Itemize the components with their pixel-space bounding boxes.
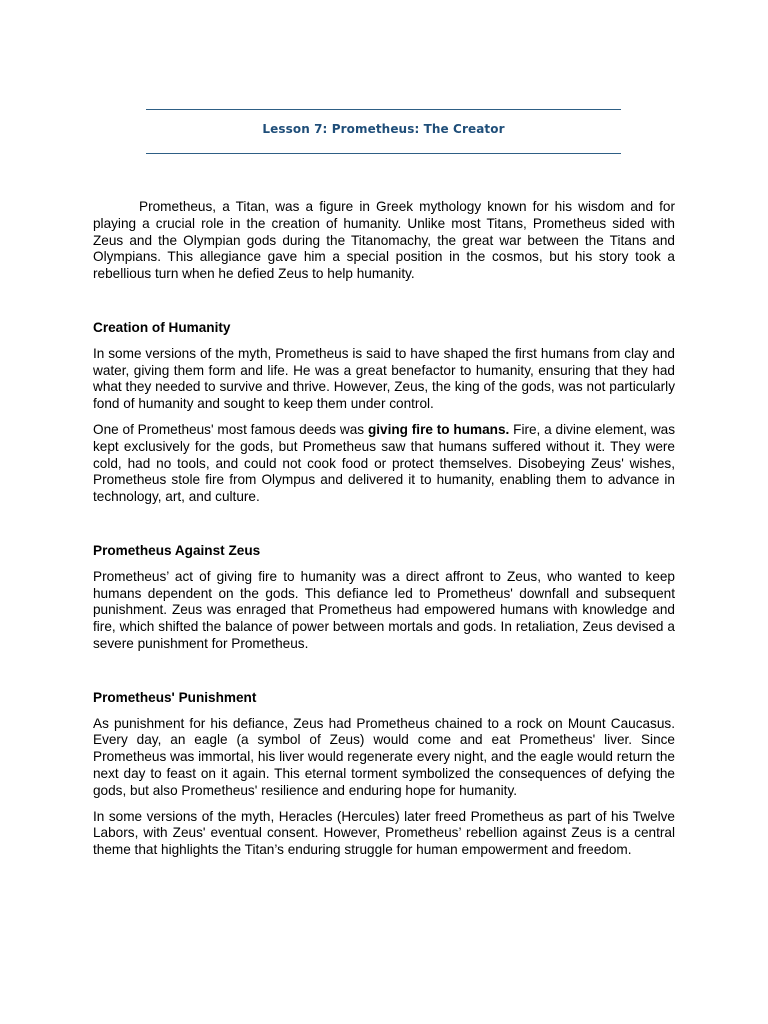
section-heading-creation: Creation of Humanity bbox=[93, 319, 231, 335]
intro-paragraph: Prometheus, a Titan, was a figure in Greek mythology known for his wisdom and for playing a crucial role in the creation of humanity. Unlike most Titans, Prometheus sided with Zeus and the Olympian gods during the Titanomachy, the great war between the Titans and Olympians. This allegiance gave him a special position in the cosmos, but his story took a rebellious turn when he defied Zeus to help humanity. bbox=[93, 199, 675, 282]
creation-paragraph-1: In some versions of the myth, Prometheus is said to have shaped the first humans from clay and water, giving them form and life. He was a great benefactor to humanity, ensuring that they had what they needed to survive and thrive. However, Zeus, the king of the gods, was not particularly fond of humanity and sought to keep them under control. bbox=[93, 345, 675, 412]
document-body bbox=[93, 199, 675, 859]
creation-p2-end: Fire, a divine element, was kept exclusively for the gods, but Prometheus saw that humans suffered without it. They were cold, had no tools, and could not cook food or protect themselves. Disobeying Zeus' wishes, Prometheus stole fire from Olympus and delivered it to humanity, enabling them to advance in technology, art, and culture. bbox=[93, 421, 676, 505]
punishment-paragraph-1: As punishment for his defiance, Zeus had Prometheus chained to a rock on Mount Caucasus. Every day, an eagle (a symbol of Zeus) would come and eat Prometheus' liver. Since Prometheus was immortal, his liver would regenerate every night, and the eagle would return the next day to feast on it again. This eternal torment symbolized the consequences of defying the gods, but also Prometheus' resilience and enduring hope for humanity. bbox=[93, 715, 675, 798]
section-heading-against-zeus: Prometheus Against Zeus bbox=[93, 542, 261, 558]
section-heading-punishment: Prometheus' Punishment bbox=[93, 689, 257, 705]
against-zeus-paragraph: Prometheus’ act of giving fire to humanity was a direct affront to Zeus, who wanted to keep humans dependent on the gods. This defiance led to Prometheus' downfall and subsequent punishment. Zeus was enraged that Prometheus had empowered humans with knowledge and fire, which shifted the balance of power between mortals and gods. In retaliation, Zeus devised a severe punishment for Prometheus. bbox=[93, 568, 675, 651]
punishment-paragraph-2: In some versions of the myth, Heracles (Hercules) later freed Prometheus as part of his Twelve Labors, with Zeus' eventual consent. However, Prometheus’ rebellion against Zeus is a central theme that highlights the Titan’s enduring struggle for human empowerment and freedom. bbox=[93, 808, 675, 858]
page-title: Lesson 7: Prometheus: The Creator bbox=[262, 122, 505, 136]
creation-paragraph-2 bbox=[93, 422, 675, 506]
creation-p2-bold: giving fire to humans. bbox=[367, 421, 510, 437]
creation-p2-start: One of Prometheus' most famous deeds was bbox=[93, 421, 368, 437]
title-block bbox=[146, 109, 621, 154]
